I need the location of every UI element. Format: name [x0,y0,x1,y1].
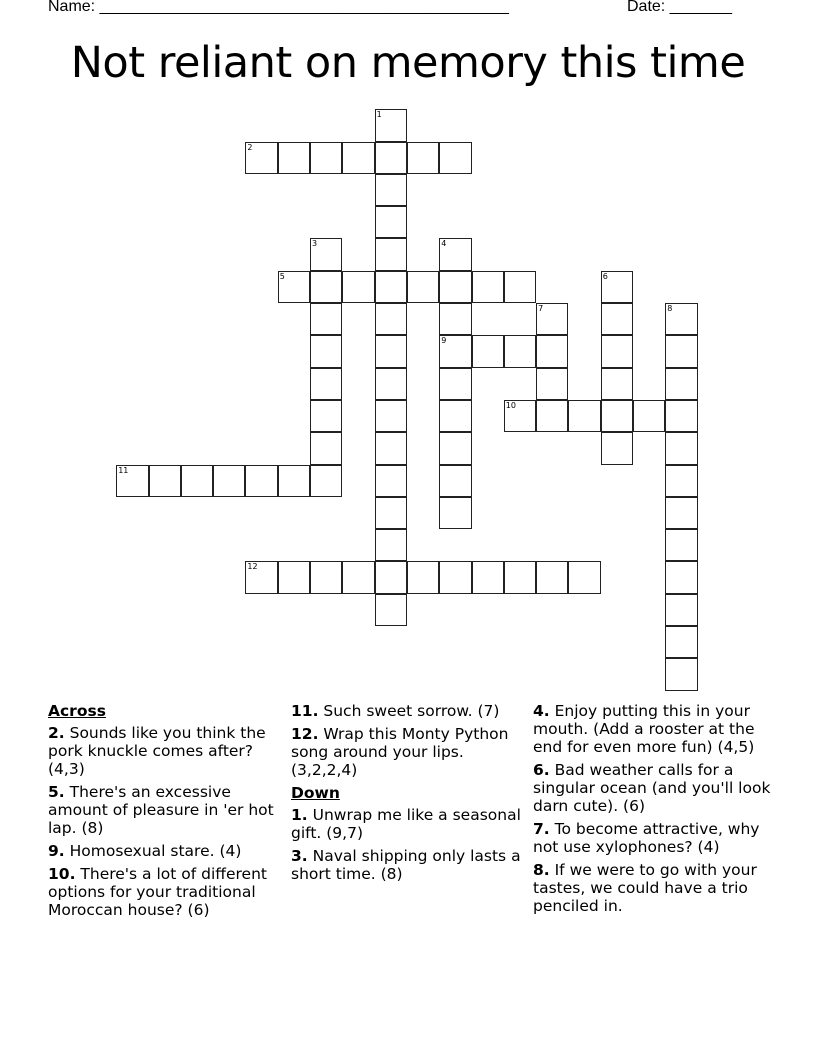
grid-cell[interactable] [439,432,471,464]
grid-cell[interactable] [375,594,407,626]
clue-number: 2 [247,142,253,152]
grid-cell[interactable] [375,335,407,367]
clue-down-3: 3. Naval shipping only lasts a short time. (8) [291,847,521,883]
clue-number: 3 [312,239,318,249]
grid-cell[interactable] [665,432,697,464]
grid-cell[interactable] [342,271,374,303]
grid-cell[interactable] [439,497,471,529]
grid-cell[interactable] [472,271,504,303]
grid-cell[interactable] [310,303,342,335]
grid-cell[interactable] [504,400,536,432]
grid-cell[interactable] [439,465,471,497]
clue-number: 1 [376,110,382,120]
grid-cell[interactable] [665,497,697,529]
grid-cell[interactable] [375,238,407,270]
grid-cell[interactable] [310,368,342,400]
grid-cell[interactable] [278,561,310,593]
clue-down-6: 6. Bad weather calls for a singular ocean (and you'll look darn cute). (6) [533,761,771,815]
grid-cell[interactable] [665,400,697,432]
grid-cell[interactable] [536,335,568,367]
grid-cell[interactable] [245,561,277,593]
clue-number: 12 [247,562,258,572]
grid-cell[interactable] [536,303,568,335]
grid-cell[interactable] [116,465,148,497]
grid-cell[interactable] [665,626,697,658]
grid-cell[interactable] [310,238,342,270]
grid-cell[interactable] [665,658,697,690]
grid-cell[interactable] [342,142,374,174]
grid-cell[interactable] [439,335,471,367]
grid-cell[interactable] [665,303,697,335]
clues-column-3 [533,702,773,920]
grid-cell[interactable] [375,400,407,432]
grid-cell[interactable] [407,561,439,593]
grid-cell[interactable] [375,174,407,206]
grid-cell[interactable] [472,335,504,367]
grid-cell[interactable] [633,400,665,432]
grid-cell[interactable] [439,238,471,270]
grid-cell[interactable] [601,335,633,367]
grid-cell[interactable] [310,465,342,497]
clue-number: 7 [538,304,544,313]
clue-across-5: 5. There's an excessive amount of pleasure in 'er hot lap. (8) [48,783,274,837]
grid-cell[interactable] [310,335,342,367]
grid-cell[interactable] [245,142,277,174]
clue-down-4: 4. Enjoy putting this in your mouth. (Add a rooster at the end for even more fun) (4,5) [533,702,755,756]
grid-cell[interactable] [310,561,342,593]
clue-across-10: 10. There's a lot of different options for your traditional Moroccan house? (6) [48,865,267,919]
down-heading: Down [291,784,340,802]
grid-cell[interactable] [181,465,213,497]
clue-number: 8 [667,304,673,313]
grid-cell[interactable] [665,561,697,593]
grid-cell[interactable] [439,561,471,593]
grid-cell[interactable] [278,271,310,303]
grid-cell[interactable] [536,368,568,400]
grid-cell[interactable] [665,594,697,626]
clue-number: 6 [602,271,608,281]
grid-cell[interactable] [504,271,536,303]
name-field-label: Name: ______________________________________________ [48,0,509,15]
clue-number: 10 [505,400,516,410]
grid-cell[interactable] [665,368,697,400]
clues-column-1 [48,702,288,924]
clue-across-2: 2. Sounds like you think the pork knuckle comes after? (4,3) [48,724,266,778]
grid-cell[interactable] [665,465,697,497]
clue-number: 5 [279,271,285,281]
clue-down-8: 8. If we were to go with your tastes, we could have a trio penciled in. [533,861,757,915]
date-field-label: Date: _______ [627,0,732,15]
clue-across-12: 12. Wrap this Monty Python song around your lips. (3,2,2,4) [291,725,509,779]
clue-across-11: 11. Such sweet sorrow. (7) [291,702,500,720]
grid-cell[interactable] [439,142,471,174]
grid-cell[interactable] [375,142,407,174]
grid-cell[interactable] [536,561,568,593]
grid-cell[interactable] [375,271,407,303]
clue-number: 4 [441,239,447,249]
grid-cell[interactable] [504,561,536,593]
clue-down-1: 1. Unwrap me like a seasonal gift. (9,7) [291,806,521,842]
grid-cell[interactable] [375,109,407,141]
grid-cell[interactable] [601,271,633,303]
grid-cell[interactable] [601,368,633,400]
clues-column-2 [291,702,523,888]
grid-cell[interactable] [342,561,374,593]
across-heading: Across [48,702,106,720]
grid-cell[interactable] [375,368,407,400]
grid-cell[interactable] [439,400,471,432]
grid-cell[interactable] [310,271,342,303]
grid-cell[interactable] [407,271,439,303]
grid-cell[interactable] [375,465,407,497]
clue-across-9: 9. Homosexual stare. (4) [48,842,242,860]
grid-cell[interactable] [375,206,407,238]
grid-cell[interactable] [665,335,697,367]
grid-cell[interactable] [375,529,407,561]
grid-cell[interactable] [310,432,342,464]
grid-cell[interactable] [245,465,277,497]
clue-down-7: 7. To become attractive, why not use xylophones? (4) [533,820,760,856]
grid-cell[interactable] [278,465,310,497]
grid-cell[interactable] [601,303,633,335]
grid-cell[interactable] [601,400,633,432]
clue-number: 9 [441,336,447,346]
grid-cell[interactable] [536,400,568,432]
grid-cell[interactable] [568,400,600,432]
grid-cell[interactable] [568,561,600,593]
grid-cell[interactable] [213,465,245,497]
grid-cell[interactable] [472,561,504,593]
clue-number: 11 [118,465,129,475]
page-title: Not reliant on memory this time [70,38,746,88]
grid-cell[interactable] [375,497,407,529]
grid-cell[interactable] [375,303,407,335]
grid-cell[interactable] [504,335,536,367]
grid-cell[interactable] [407,142,439,174]
grid-cell[interactable] [375,561,407,593]
grid-cell[interactable] [439,303,471,335]
grid-cell[interactable] [310,400,342,432]
grid-cell[interactable] [665,529,697,561]
grid-cell[interactable] [439,271,471,303]
grid-cell[interactable] [149,465,181,497]
grid-cell[interactable] [375,432,407,464]
grid-cell[interactable] [601,432,633,464]
grid-cell[interactable] [439,368,471,400]
grid-cell[interactable] [310,142,342,174]
grid-cell[interactable] [278,142,310,174]
